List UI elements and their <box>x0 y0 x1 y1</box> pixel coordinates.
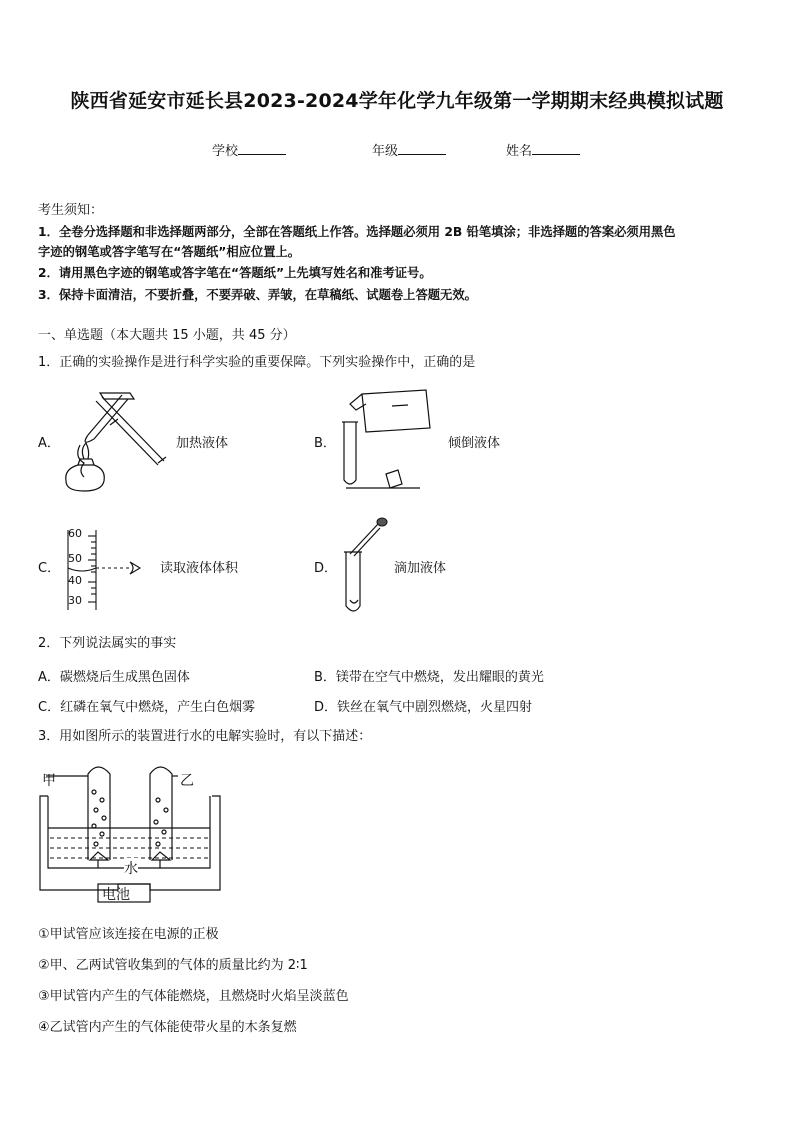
tick-40: 40 <box>68 574 82 587</box>
grade-field <box>372 140 446 159</box>
q1-option-b-caption: 倾倒液体 <box>448 436 501 451</box>
q1-option-a-letter[interactable]: A． <box>38 436 60 451</box>
electrolysis-diagram <box>38 760 238 908</box>
q1-option-c-letter[interactable]: C． <box>38 561 61 576</box>
tube-left-label: 甲 <box>42 773 56 789</box>
q1-option-a-caption: 加热液体 <box>176 436 229 451</box>
q3-stem: 3．用如图所示的装置进行水的电解实验时，有以下描述： <box>38 729 372 744</box>
q1-option-d-letter[interactable]: D． <box>314 561 338 576</box>
section-heading: 一、单选题（本大题共 15 小题，共 45 分） <box>38 328 296 343</box>
school-field <box>212 140 286 159</box>
grade-label: 年级 <box>372 144 399 159</box>
notice-item-2: 2．请用黑色字迹的钢笔或答字笔在“答题纸”上先填写姓名和准考证号。 <box>38 266 432 280</box>
dropping-liquid-diagram <box>338 512 398 618</box>
q1-option-d-caption: 滴加液体 <box>394 561 447 576</box>
notice-heading: 考生须知： <box>38 203 104 218</box>
school-blank[interactable] <box>238 142 286 155</box>
q3-statement-1: ①甲试管应该连接在电源的正极 <box>38 927 219 942</box>
q2-option-a[interactable]: A．碳燃烧后生成黑色固体 <box>38 670 190 685</box>
q2-option-c[interactable]: C．红磷在氧气中燃烧，产生白色烟雾 <box>38 700 256 715</box>
page-title: 陕西省延安市延长县2023-2024学年化学九年级第一学期期末经典模拟试题 <box>70 90 724 112</box>
tick-30: 30 <box>68 594 82 607</box>
name-blank[interactable] <box>532 142 580 155</box>
grade-blank[interactable] <box>398 142 446 155</box>
q2-stem: 2．下列说法属实的事实 <box>38 636 177 651</box>
pouring-liquid-diagram <box>336 384 436 496</box>
notice-item-1: 1．全卷分选择题和非选择题两部分，全部在答题纸上作答。选择题必须用 2B 铅笔填涂；非选择题的答案必须用黑色 <box>38 225 676 239</box>
notice-item-1-cont: 字迹的钢笔或答字笔写在“答题纸”相应位置上。 <box>38 245 301 259</box>
q3-statement-4: ④乙试管内产生的气体能使带火星的木条复燃 <box>38 1020 297 1035</box>
q1-stem: 1．正确的实验操作是进行科学实验的重要保障。下列实验操作中，正确的是 <box>38 355 476 370</box>
heating-liquid-diagram <box>60 385 172 497</box>
q3-statement-3: ③甲试管内产生的气体能燃烧，且燃烧时火焰呈淡蓝色 <box>38 989 349 1004</box>
q3-statement-2: ②甲、乙两试管收集到的气体的质量比约为 2∶1 <box>38 958 308 973</box>
notice-item-3: 3．保持卡面清洁，不要折叠，不要弄破、弄皱，在草稿纸、试题卷上答题无效。 <box>38 288 477 302</box>
tube-right-label: 乙 <box>180 773 194 789</box>
name-field <box>506 140 580 159</box>
q2-option-b[interactable]: B．镁带在空气中燃烧，发出耀眼的黄光 <box>314 670 544 685</box>
water-label: 水 <box>124 858 138 878</box>
q1-option-c-caption: 读取液体体积 <box>160 561 239 576</box>
school-label: 学校 <box>212 144 239 159</box>
name-label: 姓名 <box>506 144 533 159</box>
tick-60: 60 <box>68 527 82 540</box>
battery-label: 电池 <box>102 887 130 903</box>
q2-option-d[interactable]: D．铁丝在氧气中剧烈燃烧，火星四射 <box>314 700 533 715</box>
tick-50: 50 <box>68 552 82 565</box>
q1-option-b-letter[interactable]: B． <box>314 436 336 451</box>
